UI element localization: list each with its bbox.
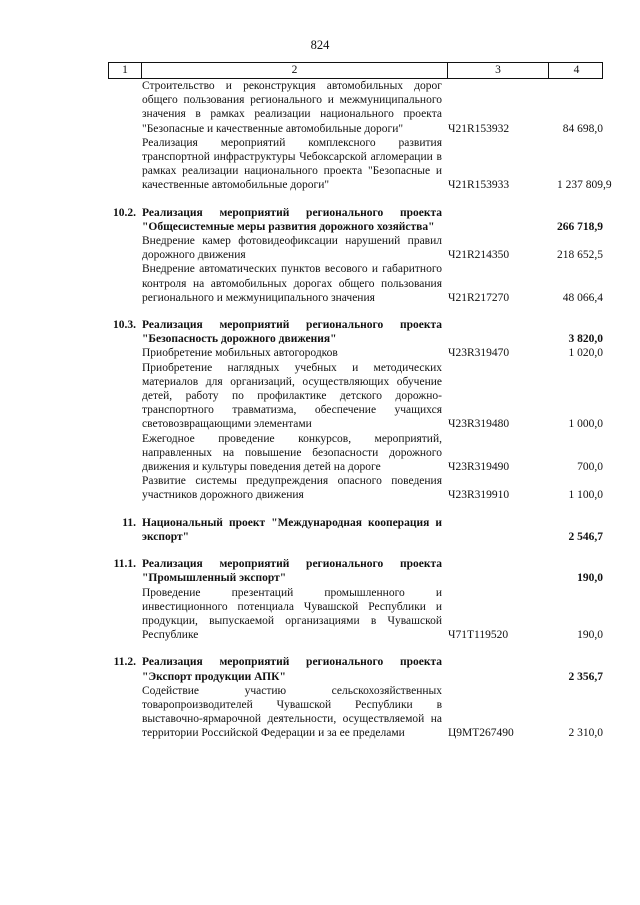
row-amount: 3 820,0 [568, 333, 603, 346]
row-amount: 190,0 [577, 572, 603, 585]
table-row [108, 586, 603, 643]
section-row [108, 318, 603, 346]
row-code: Ч21R153932 [448, 122, 510, 135]
row-spacer [108, 193, 603, 206]
row-code: Ч23R319910 [448, 489, 510, 502]
table-row [108, 474, 603, 502]
row-spacer [108, 503, 603, 516]
row-amount: 2 356,7 [568, 670, 603, 683]
row-amount: 700,0 [577, 461, 603, 474]
row-amount: 84 698,0 [562, 122, 603, 135]
table-row [108, 432, 603, 475]
row-description: Внедрение камер фотовидеофиксации нарушений правил дорожного движения [142, 235, 442, 262]
row-description: Приобретение мобильных автогородков [142, 347, 338, 360]
table-body [108, 79, 612, 741]
row-description: Реализация мероприятий регионального проекта "Безопасность дорожного движения" [142, 319, 442, 346]
row-description: Строительство и реконструкция автомобильных дорог общего пользования регионального и межмуниципального значения в рамках реализации национального проекта "Безопасные и качественные автомобильные дороги" [142, 80, 442, 135]
row-number: 10.2. [113, 206, 136, 219]
row-description: Реализация мероприятий регионального проекта "Промышленный экспорт" [142, 558, 442, 585]
row-amount: 190,0 [577, 629, 603, 642]
row-number: 11.2. [113, 656, 136, 669]
row-amount: 2 546,7 [568, 530, 603, 543]
row-description: Проведение презентаций промышленного и инвестиционного потенциала Чувашской Республики и продукции, выпускаемой организациями в Чувашской Республике [142, 586, 442, 642]
row-amount: 1 020,0 [568, 347, 603, 360]
page-number: 824 [310, 38, 330, 52]
table-row [108, 79, 603, 136]
header-col-4: 4 [548, 63, 604, 78]
row-amount: 2 310,0 [568, 727, 603, 740]
row-number: 11. [122, 516, 136, 529]
row-number: 10.3. [113, 319, 136, 332]
row-description: Ежегодное проведение конкурсов, мероприятий, направленных на повышение безопасности дорожного движения и культуры поведения детей на дороге [142, 432, 442, 474]
row-code: Ч23R319480 [448, 418, 510, 431]
row-description: Национальный проект "Международная кооперация и экспорт" [142, 516, 442, 543]
row-code: Ч21R217270 [448, 291, 510, 304]
table-row [108, 262, 603, 305]
header-col-3: 3 [447, 63, 548, 78]
row-amount: 1 000,0 [568, 418, 603, 431]
row-description: Приобретение наглядных учебных и методических материалов для организаций, осуществляющих обучение детей, работу по профилактике детского дорожно-транспортного травматизма, обеспечение учащихся световозвращающими элементами [142, 361, 442, 431]
table-row [108, 361, 603, 432]
budget-table [108, 62, 612, 741]
row-description: Реализация мероприятий регионального проекта "Экспорт продукции АПК" [142, 656, 442, 683]
section-row [108, 557, 603, 585]
header-col-2: 2 [141, 63, 447, 78]
row-description: Внедрение автоматических пунктов весового и габаритного контроля на автомобильных дорогах общего пользования регионального и межмуниципального значения [142, 263, 442, 304]
row-amount: 218 652,5 [557, 249, 603, 262]
section-row [108, 655, 603, 683]
table-row [108, 234, 603, 262]
table-header [108, 62, 603, 79]
row-amount: 48 066,4 [562, 291, 603, 304]
table-row [108, 136, 612, 193]
row-amount: 1 100,0 [568, 489, 603, 502]
row-spacer [108, 642, 603, 655]
section-row [108, 206, 603, 234]
row-code: Ч21R153933 [448, 179, 510, 192]
row-spacer [108, 305, 603, 318]
row-description: Реализация мероприятий комплексного развития транспортной инфраструктуры Чебоксарской агломерации в рамках реализации национального проекта "Безопасные и качественные автомобильные дороги" [142, 136, 442, 192]
row-code: Ч71Т119520 [448, 629, 509, 642]
table-row [108, 684, 603, 741]
section-row [108, 516, 603, 544]
row-amount: 1 237 809,9 [557, 179, 612, 192]
row-number: 11.1. [113, 558, 136, 571]
row-spacer [108, 544, 603, 557]
table-row [108, 346, 603, 360]
header-col-1: 1 [122, 64, 128, 76]
row-description: Реализация мероприятий регионального проекта "Общесистемные меры развития дорожного хозяйства" [142, 206, 442, 233]
row-code: Ч23R319490 [448, 461, 510, 474]
row-amount: 266 718,9 [557, 220, 603, 233]
row-code: Ч23R319470 [448, 347, 510, 360]
row-description: Содействие участию сельскохозяйственных товаропроизводителей Чувашской Республики в выставочно-ярмарочной деятельности, осуществляемой на территории Российской Федерации и за ее пределами [142, 684, 442, 740]
row-description: Развитие системы предупреждения опасного поведения участников дорожного движения [142, 475, 442, 502]
row-code: Ц9МТ267490 [448, 727, 514, 740]
row-code: Ч21R214350 [448, 249, 510, 262]
